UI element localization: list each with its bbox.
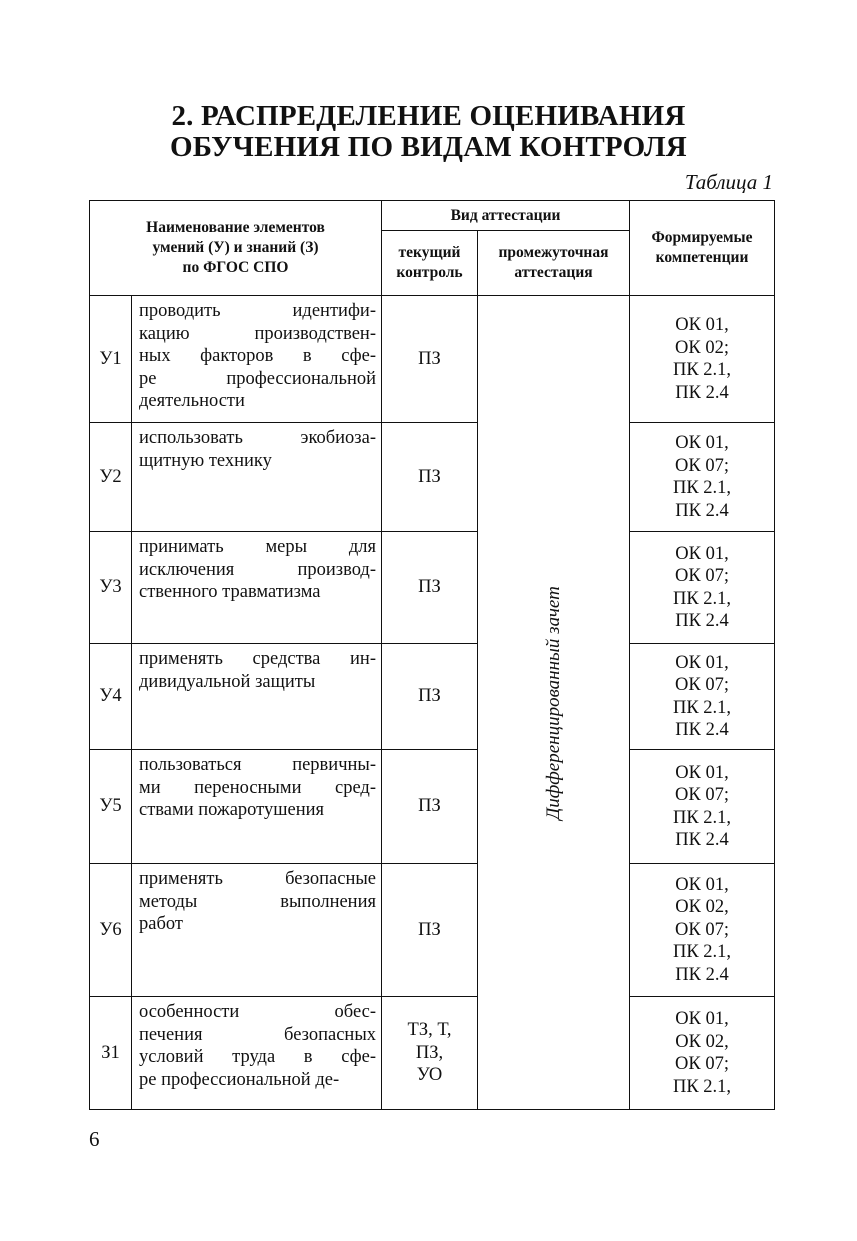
- intermediate-value: Дифференцированный зачет: [542, 585, 564, 820]
- competency-line: ПК 2.4: [675, 964, 729, 985]
- competency-line: ОК 01,: [675, 1009, 729, 1029]
- row-description: [132, 423, 382, 532]
- control-line: УО: [416, 1065, 443, 1086]
- description-line: работ: [139, 914, 183, 934]
- competency-line: ПК 2.1,: [672, 697, 732, 718]
- description-line: ми переносными сред-: [139, 777, 376, 798]
- header-line: контроль: [396, 264, 463, 281]
- control-line: ПЗ,: [415, 1042, 444, 1063]
- competency-line: ОК 07;: [675, 1054, 729, 1074]
- row-competencies: [630, 864, 775, 997]
- competency-line: ОК 02,: [675, 1031, 729, 1052]
- competency-line: ОК 07;: [675, 675, 729, 695]
- row-competencies: [630, 644, 775, 750]
- description-line: применять безопасные: [139, 869, 376, 889]
- row-current-control: [382, 997, 478, 1110]
- competency-line: ОК 07;: [675, 566, 729, 586]
- competency-line: ПК 2.1,: [672, 807, 732, 828]
- competency-line: ОК 01,: [675, 762, 729, 783]
- section-title: [0, 101, 857, 163]
- header-line: текущий: [398, 244, 461, 261]
- table-row: [90, 532, 775, 644]
- competency-line: ОК 01,: [675, 543, 729, 564]
- competency-line: ОК 07;: [675, 785, 729, 805]
- description-line: дивидуальной защиты: [139, 671, 316, 692]
- description-line: методы выполнения: [139, 891, 376, 912]
- header-line: промежуточная: [498, 244, 609, 261]
- header-line: Наименование элементов: [146, 219, 325, 236]
- row-description: [132, 864, 382, 997]
- table-row: [90, 864, 775, 997]
- competency-line: ПК 2.4: [675, 500, 729, 521]
- row-code: У3: [90, 532, 132, 644]
- row-competencies: [630, 423, 775, 532]
- row-code: У2: [90, 423, 132, 532]
- row-description: [132, 997, 382, 1110]
- header-elements: [90, 201, 382, 296]
- competency-line: ПК 2.1,: [672, 588, 732, 609]
- competency-line: ОК 07;: [675, 919, 729, 940]
- row-current-control: [382, 423, 478, 532]
- competency-line: ПК 2.1,: [672, 478, 732, 498]
- header-line: компетенции: [655, 249, 749, 266]
- table-row: [90, 750, 775, 864]
- competency-line: ПК 2.4: [675, 611, 729, 631]
- competency-line: ОК 01,: [675, 315, 729, 335]
- row-competencies: [630, 296, 775, 423]
- competency-line: ОК 01,: [675, 433, 729, 453]
- row-code: У6: [90, 864, 132, 997]
- competency-line: ОК 02,: [675, 897, 729, 918]
- row-description: [132, 644, 382, 750]
- table-row: [90, 296, 775, 423]
- control-line: ПЗ: [418, 466, 441, 487]
- description-line: ре профессиональной: [139, 368, 376, 389]
- description-line: ствами пожаротушения: [139, 800, 325, 820]
- row-description: [132, 532, 382, 644]
- control-line: ПЗ: [418, 686, 441, 707]
- header-current-control: [382, 231, 478, 296]
- competency-line: ПК 2.4: [675, 382, 729, 403]
- table-row: [90, 644, 775, 750]
- competency-line: ОК 01,: [675, 874, 729, 895]
- control-line: ПЗ: [418, 577, 441, 598]
- header-attestation: Вид аттестации: [382, 201, 630, 231]
- competency-line: ОК 02;: [675, 337, 729, 358]
- competency-line: ОК 07;: [675, 455, 729, 476]
- description-line: деятельности: [139, 391, 245, 411]
- competency-line: ПК 2.4: [675, 720, 729, 740]
- competency-line: ПК 2.4: [675, 830, 729, 850]
- title-line: ОБУЧЕНИЯ ПО ВИДАМ КОНТРОЛЯ: [170, 131, 687, 163]
- title-line: 2. РАСПРЕДЕЛЕНИЕ ОЦЕНИВАНИЯ: [171, 100, 686, 132]
- competency-line: ОК 01,: [675, 652, 729, 673]
- row-description: [132, 750, 382, 864]
- table-caption: Таблица 1: [684, 170, 773, 194]
- control-line: ПЗ: [418, 796, 441, 817]
- description-line: ственного травматизма: [139, 582, 321, 602]
- description-line: условий труда в сфе-: [139, 1047, 376, 1067]
- description-line: ных факторов в сфе-: [139, 346, 376, 366]
- table-row: [90, 997, 775, 1110]
- row-code: У5: [90, 750, 132, 864]
- table-row: [90, 423, 775, 532]
- description-line: проводить идентифи-: [139, 301, 376, 321]
- description-line: принимать меры для: [139, 537, 376, 557]
- header-intermediate: [478, 231, 630, 296]
- row-description: [132, 296, 382, 423]
- header-line: аттестация: [514, 264, 593, 281]
- competency-line: ПК 2.1,: [672, 360, 732, 380]
- row-code: У4: [90, 644, 132, 750]
- page-number: 6: [89, 1127, 100, 1151]
- competency-line: ПК 2.1,: [672, 1076, 732, 1097]
- row-current-control: [382, 644, 478, 750]
- description-line: особенности обес-: [139, 1002, 376, 1022]
- row-intermediate-attestation: [478, 296, 630, 1110]
- row-current-control: [382, 532, 478, 644]
- row-current-control: [382, 750, 478, 864]
- description-line: пользоваться первичны-: [139, 755, 376, 775]
- description-line: ре профессиональной де-: [139, 1069, 340, 1090]
- description-line: печения безопасных: [139, 1024, 376, 1045]
- competency-line: ПК 2.1,: [672, 942, 732, 963]
- description-line: использовать экобиоза-: [139, 428, 376, 448]
- row-code: З1: [90, 997, 132, 1110]
- row-competencies: [630, 997, 775, 1110]
- control-line: ТЗ, Т,: [407, 1020, 452, 1041]
- control-line: ПЗ: [418, 348, 441, 369]
- row-code: У1: [90, 296, 132, 423]
- description-line: кацию производствен-: [139, 323, 376, 344]
- row-current-control: [382, 296, 478, 423]
- header-line: умений (У) и знаний (З): [152, 239, 319, 256]
- row-competencies: [630, 750, 775, 864]
- header-competencies: [630, 201, 775, 296]
- header-line: по ФГОС СПО: [182, 259, 289, 276]
- row-competencies: [630, 532, 775, 644]
- header-line: Формируемые: [651, 229, 753, 246]
- description-line: применять средства ин-: [139, 649, 376, 669]
- description-line: исключения производ-: [139, 559, 376, 580]
- assessment-table: [89, 200, 775, 1110]
- description-line: щитную технику: [139, 450, 272, 471]
- control-line: ПЗ: [418, 919, 441, 940]
- row-current-control: [382, 864, 478, 997]
